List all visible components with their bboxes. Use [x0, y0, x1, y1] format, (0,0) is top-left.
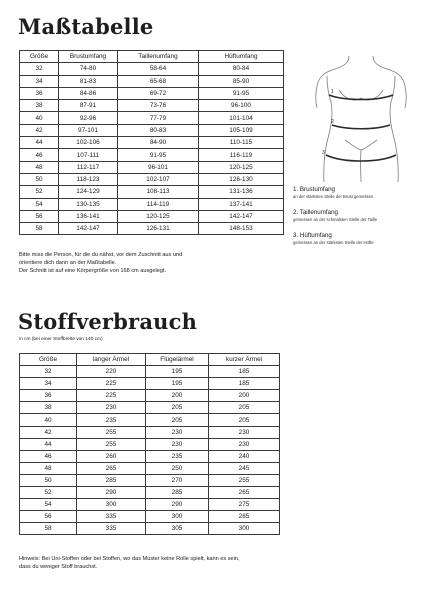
table-cell: 91-95: [118, 149, 199, 161]
table-row: [20, 173, 284, 185]
table-cell: 290: [77, 487, 146, 499]
table-cell: 230: [209, 438, 280, 450]
table-cell: 230: [209, 426, 280, 438]
table-cell: 81-83: [59, 75, 118, 87]
fabric-usage-header-row: [20, 354, 280, 366]
legend-waist-title: 2. Taillenumfang: [293, 209, 338, 216]
waist-marker: 2: [331, 119, 334, 125]
table-cell: 102-107: [118, 173, 199, 185]
table-row: [20, 474, 280, 486]
table-cell: 300: [146, 511, 209, 523]
table-cell: 74-80: [59, 63, 118, 75]
table-cell: 65-68: [118, 75, 199, 87]
table-cell: 285: [77, 474, 146, 486]
table-cell: 300: [209, 523, 280, 535]
table-cell: 58: [20, 223, 59, 235]
table-cell: 52: [20, 186, 59, 198]
table-cell: 255: [77, 426, 146, 438]
table-cell: 50: [20, 474, 77, 486]
table-cell: 102-106: [59, 137, 118, 149]
table-cell: 200: [146, 390, 209, 402]
table-cell: 230: [146, 426, 209, 438]
table-cell: 255: [209, 474, 280, 486]
table-cell: 73-76: [118, 100, 199, 112]
table-cell: 56: [20, 210, 59, 222]
table-cell: 92-96: [59, 112, 118, 124]
table-cell: 36: [20, 390, 77, 402]
fabric-usage-subtitle: in cm (bei einer Stoffbreite von 140 cm): [19, 337, 103, 342]
table-row: [20, 366, 280, 378]
table-cell: 36: [20, 87, 59, 99]
column-header-short-sleeve: kurzer Ärmel: [209, 354, 280, 366]
table-row: [20, 426, 280, 438]
table-cell: 230: [146, 438, 209, 450]
table-cell: 230: [77, 402, 146, 414]
table-cell: 69-72: [118, 87, 199, 99]
table-cell: 195: [146, 378, 209, 390]
size-chart-table: [19, 50, 284, 235]
table-cell: 205: [209, 414, 280, 426]
table-row: [20, 390, 280, 402]
table-cell: 195: [146, 366, 209, 378]
size-chart-note: [19, 251, 182, 275]
column-header-flutter-sleeve: Flügelärmel: [146, 354, 209, 366]
table-cell: 235: [146, 450, 209, 462]
table-cell: 255: [77, 438, 146, 450]
table-cell: 54: [20, 198, 59, 210]
table-row: [20, 450, 280, 462]
bust-marker: 1: [331, 89, 334, 95]
body-measurement-figure: [305, 52, 417, 184]
table-cell: 126-131: [118, 223, 199, 235]
legend-hip: [293, 232, 374, 245]
legend-hip-title: 3. Hüftumfang: [293, 232, 332, 239]
table-cell: 235: [77, 414, 146, 426]
table-row: [20, 487, 280, 499]
table-cell: 38: [20, 100, 59, 112]
table-cell: 34: [20, 75, 59, 87]
table-row: [20, 112, 284, 124]
table-cell: 270: [146, 474, 209, 486]
table-cell: 131-136: [199, 186, 284, 198]
table-cell: 58-64: [118, 63, 199, 75]
table-row: [20, 100, 284, 112]
column-header-hip: Hüftumfang: [199, 51, 284, 63]
table-cell: 126-130: [199, 173, 284, 185]
table-cell: 265: [77, 462, 146, 474]
table-cell: 265: [209, 487, 280, 499]
table-cell: 305: [146, 523, 209, 535]
table-cell: 220: [77, 366, 146, 378]
fabric-usage-note: [19, 555, 240, 571]
table-cell: 77-79: [118, 112, 199, 124]
table-cell: 335: [77, 511, 146, 523]
column-header-size: Größe: [20, 354, 77, 366]
table-cell: 185: [209, 366, 280, 378]
column-header-waist: Taillenumfang: [118, 51, 199, 63]
table-cell: 285: [209, 511, 280, 523]
table-cell: 44: [20, 438, 77, 450]
table-cell: 96-101: [118, 161, 199, 173]
column-header-bust: Brustumfang: [59, 51, 118, 63]
table-cell: 84-86: [59, 87, 118, 99]
legend-bust-subtitle: an der stärksten Stelle der Brust gemessen: [293, 194, 374, 199]
table-cell: 250: [146, 462, 209, 474]
table-cell: 46: [20, 149, 59, 161]
table-cell: 50: [20, 173, 59, 185]
hip-marker: 3: [322, 150, 325, 156]
table-cell: 205: [146, 414, 209, 426]
size-chart-header-row: [20, 51, 284, 63]
table-cell: 240: [209, 450, 280, 462]
table-cell: 80-83: [118, 124, 199, 136]
table-cell: 260: [77, 450, 146, 462]
table-cell: 285: [146, 487, 209, 499]
table-row: [20, 63, 284, 75]
table-cell: 148-153: [199, 223, 284, 235]
table-cell: 116-119: [199, 149, 284, 161]
table-cell: 84-90: [118, 137, 199, 149]
table-cell: 205: [209, 402, 280, 414]
table-cell: 245: [209, 462, 280, 474]
table-cell: 142-147: [199, 210, 284, 222]
size-chart-note-line: Der Schnitt ist auf eine Körpergröße von 168 cm ausgelegt.: [19, 268, 167, 274]
table-row: [20, 223, 284, 235]
table-cell: 290: [146, 499, 209, 511]
table-cell: 54: [20, 499, 77, 511]
table-cell: 275: [209, 499, 280, 511]
table-cell: 85-90: [199, 75, 284, 87]
table-row: [20, 186, 284, 198]
table-cell: 96-100: [199, 100, 284, 112]
legend-hip-subtitle: gemessen an der stärksten Stelle der Hüfte: [293, 240, 374, 245]
table-cell: 120-125: [118, 210, 199, 222]
table-row: [20, 161, 284, 173]
table-row: [20, 402, 280, 414]
size-chart-note-line: orientiere dich dann an der Maßtabelle.: [19, 260, 117, 266]
fabric-usage-note-line: Hinweis: Bei Uni-Stoffen oder bei Stoffen, wo das Muster keine Rolle spielt, kann es sein,: [19, 556, 240, 562]
table-cell: 225: [77, 378, 146, 390]
table-cell: 300: [77, 499, 146, 511]
table-cell: 52: [20, 487, 77, 499]
table-cell: 32: [20, 63, 59, 75]
table-row: [20, 210, 284, 222]
table-cell: 42: [20, 426, 77, 438]
table-cell: 142-147: [59, 223, 118, 235]
table-row: [20, 499, 280, 511]
table-cell: 112-117: [59, 161, 118, 173]
table-cell: 107-111: [59, 149, 118, 161]
table-cell: 136-141: [59, 210, 118, 222]
table-cell: 48: [20, 161, 59, 173]
table-cell: 137-141: [199, 198, 284, 210]
table-cell: 40: [20, 414, 77, 426]
table-cell: 91-95: [199, 87, 284, 99]
table-cell: 32: [20, 366, 77, 378]
table-cell: 114-119: [118, 198, 199, 210]
column-header-long-sleeve: langer Ärmel: [77, 354, 146, 366]
table-row: [20, 137, 284, 149]
table-row: [20, 378, 280, 390]
table-cell: 58: [20, 523, 77, 535]
table-row: [20, 124, 284, 136]
table-row: [20, 438, 280, 450]
table-cell: 105-109: [199, 124, 284, 136]
table-row: [20, 149, 284, 161]
table-cell: 97-101: [59, 124, 118, 136]
table-cell: 34: [20, 378, 77, 390]
table-cell: 44: [20, 137, 59, 149]
table-row: [20, 87, 284, 99]
table-cell: 205: [146, 402, 209, 414]
legend-waist: [293, 209, 377, 222]
table-cell: 38: [20, 402, 77, 414]
legend-waist-subtitle: gemessen an der schmalsten Stelle der Taille: [293, 217, 378, 222]
table-cell: 335: [77, 523, 146, 535]
size-chart-title: Maßtabelle: [18, 14, 154, 39]
table-row: [20, 198, 284, 210]
table-cell: 200: [209, 390, 280, 402]
table-cell: 108-113: [118, 186, 199, 198]
fabric-usage-note-line: dass du weniger Stoff brauchst.: [19, 564, 98, 570]
table-row: [20, 75, 284, 87]
column-header-size: Größe: [20, 51, 59, 63]
table-cell: 120-125: [199, 161, 284, 173]
table-cell: 87-91: [59, 100, 118, 112]
size-chart-note-line: Bitte miss die Person, für die du nähst, vor dem Zuschnitt aus und: [19, 252, 183, 258]
table-cell: 48: [20, 462, 77, 474]
table-cell: 56: [20, 511, 77, 523]
table-cell: 110-115: [199, 137, 284, 149]
table-row: [20, 462, 280, 474]
table-cell: 46: [20, 450, 77, 462]
table-cell: 40: [20, 112, 59, 124]
table-row: [20, 511, 280, 523]
table-cell: 130-135: [59, 198, 118, 210]
table-row: [20, 523, 280, 535]
table-cell: 42: [20, 124, 59, 136]
table-cell: 185: [209, 378, 280, 390]
table-row: [20, 414, 280, 426]
fabric-usage-title: Stoffverbrauch: [18, 309, 198, 334]
table-cell: 101-104: [199, 112, 284, 124]
legend-bust: [293, 186, 373, 199]
table-cell: 80-84: [199, 63, 284, 75]
table-cell: 225: [77, 390, 146, 402]
fabric-usage-table: [19, 353, 280, 535]
table-cell: 118-123: [59, 173, 118, 185]
table-cell: 124-129: [59, 186, 118, 198]
legend-bust-title: 1. Brustumfang: [293, 186, 335, 193]
